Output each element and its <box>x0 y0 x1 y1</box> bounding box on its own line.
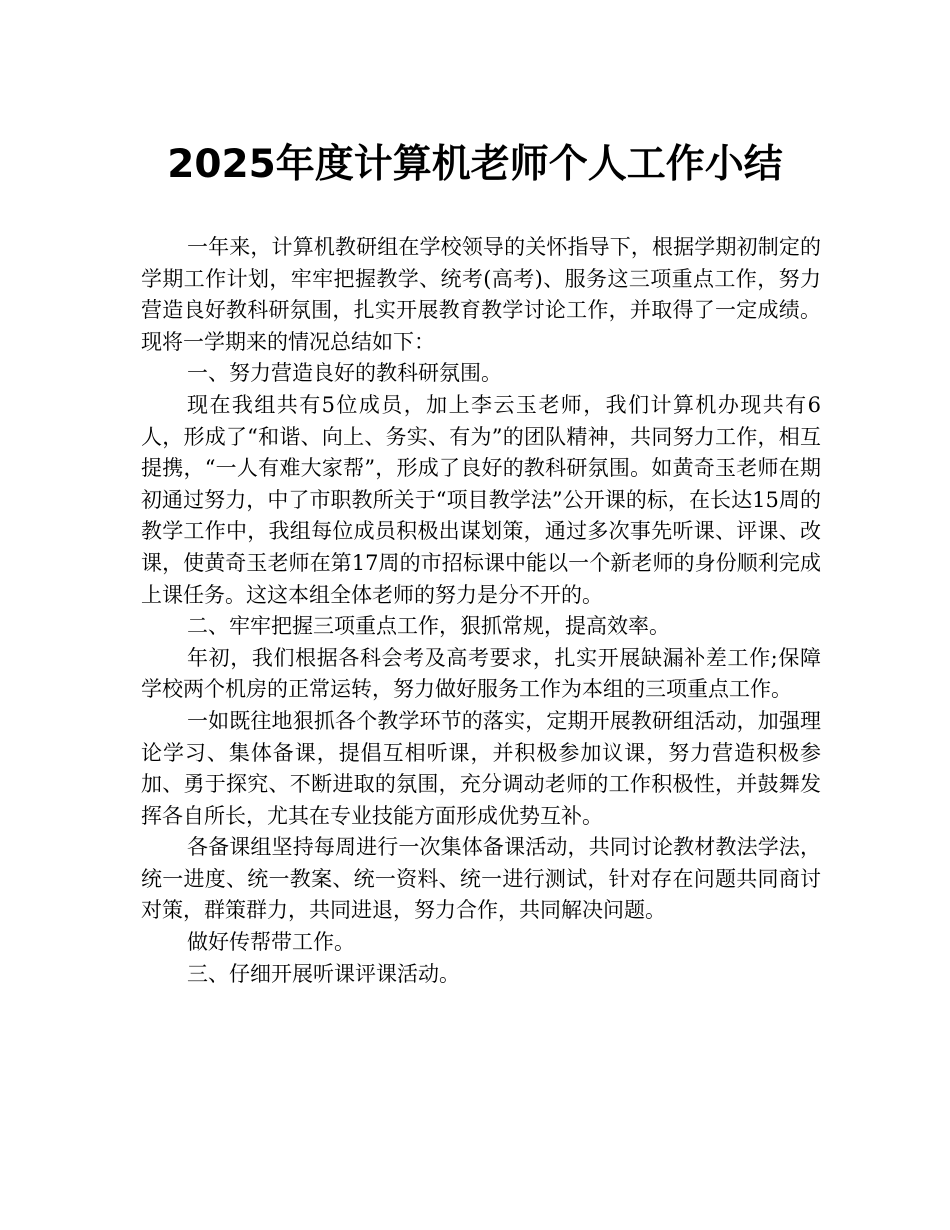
document-body <box>141 232 821 990</box>
document-title: 2025年度计算机老师个人工作小结 <box>167 142 783 188</box>
paragraph-key-work: 年初，我们根据各科会考及高考要求，扎实开展缺漏补差工作;保障学校两个机房的正常运转，努力做好服务工作为本组的三项重点工作。 <box>141 645 821 702</box>
paragraph-routine: 一如既往地狠抓各个教学环节的落实，定期开展教研组活动，加强理论学习、集体备课，提倡互相听课，并积极参加议课，努力营造积极参加、勇于探究、不断进取的氛围，充分调动老师的工作积极性，并鼓舞发挥各自所长，尤其在专业技能方面形成优势互补。 <box>141 708 821 828</box>
paragraph-mentoring: 做好传帮带工作。 <box>187 930 355 955</box>
paragraph-heading-1: 一、努力营造良好的教科研氛围。 <box>187 361 502 386</box>
paragraph-heading-2: 二、牢牢把握三项重点工作，狠抓常规，提高效率。 <box>187 614 670 639</box>
paragraph-intro: 一年来，计算机教研组在学校领导的关怀指导下，根据学期初制定的学期工作计划，牢牢把握教学、统考(高考)、服务这三项重点工作，努力营造良好教科研氛围，扎实开展教育教学讨论工作，并取得了一定成绩。现将一学期来的情况总结如下： <box>141 235 821 354</box>
paragraph-heading-3: 三、仔细开展听课评课活动。 <box>187 961 460 986</box>
paragraph-lesson-prep: 各备课组坚持每周进行一次集体备课活动，共同讨论教材教法学法，统一进度、统一教案、统一资料、统一进行测试，针对存在问题共同商讨对策，群策群力，共同进退，努力合作，共同解决问题。 <box>141 835 821 923</box>
paragraph-team: 现在我组共有5位成员，加上李云玉老师，我们计算机办现共有6人，形成了“和谐、向上、务实、有为”的团队精神，共同努力工作，相互提携，“一人有难大家帮”，形成了良好的教科研氛围。如黄奇玉老师在期初通过努力，中了市职教所关于“项目教学法”公开课的标，在长达15周的教学工作中，我组每位成员积极出谋划策，通过多次事先听课、评课、改课，使黄奇玉老师在第17周的市招标课中能以一个新老师的身份顺利完成上课任务。这这本组全体老师的努力是分不开的。 <box>141 392 821 607</box>
